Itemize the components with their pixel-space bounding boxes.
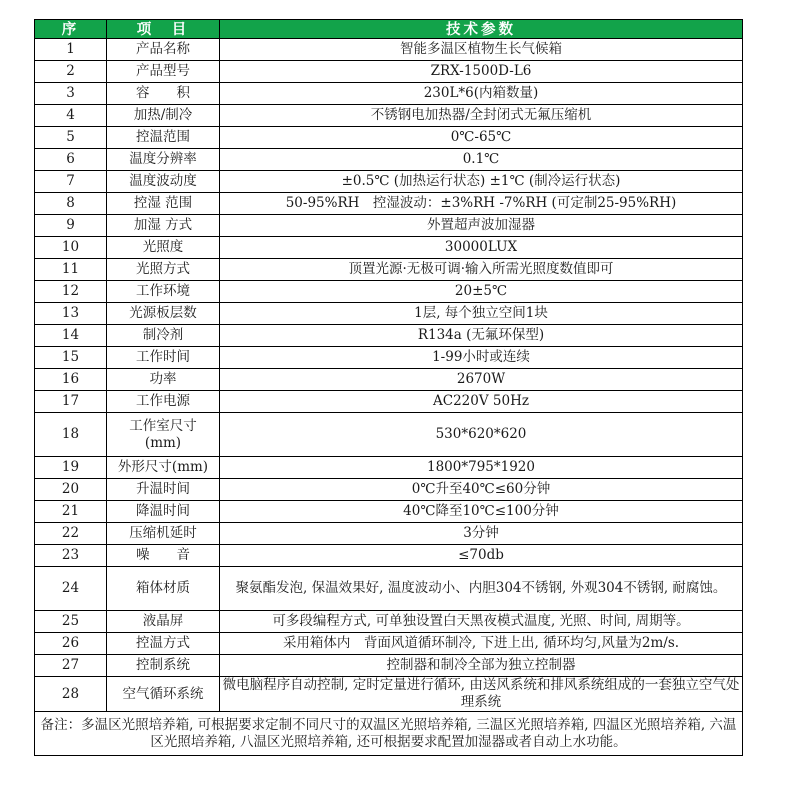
- row-item: 温度分辨率: [107, 149, 220, 171]
- row-item: 功率: [107, 369, 220, 391]
- table-row: [35, 215, 743, 237]
- row-spec: 30000LUX: [220, 237, 743, 259]
- table-row: [35, 193, 743, 215]
- table-row: [35, 325, 743, 347]
- table-row: [35, 171, 743, 193]
- header-spec: 技术参数: [220, 20, 743, 39]
- row-spec: 智能多温区植物生长气候箱: [220, 39, 743, 61]
- row-item: 产品名称: [107, 39, 220, 61]
- row-item: 控温方式: [107, 633, 220, 655]
- table-row: [35, 545, 743, 567]
- table-row: [35, 655, 743, 677]
- row-number: 6: [35, 149, 107, 171]
- row-spec: 0.1℃: [220, 149, 743, 171]
- row-item: 容 积: [107, 83, 220, 105]
- row-number: 28: [35, 677, 107, 712]
- table-row: [35, 83, 743, 105]
- row-item: 压缩机延时: [107, 523, 220, 545]
- row-item: 控湿 范围: [107, 193, 220, 215]
- table-row: [35, 237, 743, 259]
- row-number: 11: [35, 259, 107, 281]
- row-number: 1: [35, 39, 107, 61]
- table-body: [35, 39, 743, 712]
- row-item: 工作环境: [107, 281, 220, 303]
- row-number: 5: [35, 127, 107, 149]
- row-spec: 530*620*620: [220, 413, 743, 457]
- row-number: 9: [35, 215, 107, 237]
- table-row: [35, 567, 743, 611]
- row-number: 24: [35, 567, 107, 611]
- row-number: 8: [35, 193, 107, 215]
- table-row: [35, 127, 743, 149]
- row-number: 15: [35, 347, 107, 369]
- row-number: 20: [35, 479, 107, 501]
- row-item: 温度波动度: [107, 171, 220, 193]
- row-item: 箱体材质: [107, 567, 220, 611]
- row-spec: ±0.5℃ (加热运行状态) ±1℃ (制冷运行状态): [220, 171, 743, 193]
- row-item: 光源板层数: [107, 303, 220, 325]
- table-row: [35, 413, 743, 457]
- row-spec: 1层, 每个独立空间1块: [220, 303, 743, 325]
- row-item: 降温时间: [107, 501, 220, 523]
- row-number: 4: [35, 105, 107, 127]
- row-number: 19: [35, 457, 107, 479]
- row-spec: 采用箱体内 背面风道循环制冷, 下进上出, 循环均匀,风量为2m/s.: [220, 633, 743, 655]
- row-spec: ≤70db: [220, 545, 743, 567]
- table-row: [35, 39, 743, 61]
- row-spec: 微电脑程序自动控制, 定时定量进行循环, 由送风系统和排风系统组成的一套独立空气处理系统: [220, 677, 743, 712]
- row-item: 液晶屏: [107, 611, 220, 633]
- table-row: [35, 479, 743, 501]
- row-spec: 40℃降至10℃≤100分钟: [220, 501, 743, 523]
- row-spec: 50-95%RH 控湿波动：±3%RH -7%RH (可定制25-95%RH): [220, 193, 743, 215]
- row-spec: R134a (无氟环保型): [220, 325, 743, 347]
- row-spec: AC220V 50Hz: [220, 391, 743, 413]
- row-spec: 1-99小时或连续: [220, 347, 743, 369]
- table-row: [35, 259, 743, 281]
- row-item: 加湿 方式: [107, 215, 220, 237]
- row-number: 12: [35, 281, 107, 303]
- header-no: 序: [35, 20, 107, 39]
- row-item: 控制系统: [107, 655, 220, 677]
- row-number: 25: [35, 611, 107, 633]
- row-number: 10: [35, 237, 107, 259]
- row-number: 16: [35, 369, 107, 391]
- table-row: [35, 501, 743, 523]
- row-item: 噪 音: [107, 545, 220, 567]
- table-row: [35, 61, 743, 83]
- row-number: 26: [35, 633, 107, 655]
- row-item: 升温时间: [107, 479, 220, 501]
- row-number: 17: [35, 391, 107, 413]
- row-item: 控温范围: [107, 127, 220, 149]
- row-item: 光照度: [107, 237, 220, 259]
- row-number: 13: [35, 303, 107, 325]
- spec-table: [34, 19, 743, 756]
- table-row: [35, 105, 743, 127]
- header-item: 项 目: [107, 20, 220, 39]
- table-row: [35, 347, 743, 369]
- row-number: 23: [35, 545, 107, 567]
- row-number: 3: [35, 83, 107, 105]
- row-spec: 不锈钢电加热器/全封闭式无氟压缩机: [220, 105, 743, 127]
- row-item: 制冷剂: [107, 325, 220, 347]
- row-spec: 0℃-65℃: [220, 127, 743, 149]
- row-spec: 230L*6(内箱数量): [220, 83, 743, 105]
- row-number: 22: [35, 523, 107, 545]
- row-spec: 控制器和制冷全部为独立控制器: [220, 655, 743, 677]
- row-spec: ZRX-1500D-L6: [220, 61, 743, 83]
- table-row: [35, 369, 743, 391]
- row-number: 21: [35, 501, 107, 523]
- row-spec: 3分钟: [220, 523, 743, 545]
- row-spec: 20±5℃: [220, 281, 743, 303]
- table-row: [35, 303, 743, 325]
- header-row: [35, 20, 743, 39]
- table-row: [35, 281, 743, 303]
- table-row: [35, 611, 743, 633]
- row-item: 工作时间: [107, 347, 220, 369]
- row-number: 14: [35, 325, 107, 347]
- note-row: [35, 712, 743, 756]
- row-spec: 可多段编程方式, 可单独设置白天黑夜模式温度, 光照、时间, 周期等。: [220, 611, 743, 633]
- table-row: [35, 633, 743, 655]
- row-item: 空气循环系统: [107, 677, 220, 712]
- row-item: 产品型号: [107, 61, 220, 83]
- row-spec: 2670W: [220, 369, 743, 391]
- row-spec: 聚氨酯发泡, 保温效果好, 温度波动小、内胆304不锈钢, 外观304不锈钢, 耐腐蚀。: [220, 567, 743, 611]
- row-number: 27: [35, 655, 107, 677]
- row-spec: 1800*795*1920: [220, 457, 743, 479]
- table-row: [35, 523, 743, 545]
- row-item: 外形尺寸(mm): [107, 457, 220, 479]
- note-text: 备注：多温区光照培养箱, 可根据要求定制不同尺寸的双温区光照培养箱, 三温区光照培养箱, 四温区光照培养箱, 六温区光照培养箱, 八温区光照培养箱, 还可根据要求配置加湿器或者自动上水功能。: [35, 712, 743, 756]
- row-spec: 0℃升至40℃≤60分钟: [220, 479, 743, 501]
- table-row: [35, 391, 743, 413]
- row-number: 2: [35, 61, 107, 83]
- row-item: 光照方式: [107, 259, 220, 281]
- row-item: 加热/制冷: [107, 105, 220, 127]
- row-number: 7: [35, 171, 107, 193]
- row-spec: 外置超声波加湿器: [220, 215, 743, 237]
- row-number: 18: [35, 413, 107, 457]
- row-spec: 顶置光源·无极可调·输入所需光照度数值即可: [220, 259, 743, 281]
- table-row: [35, 677, 743, 712]
- row-item: 工作电源: [107, 391, 220, 413]
- table-row: [35, 457, 743, 479]
- row-item: 工作室尺寸 (mm): [107, 413, 220, 457]
- table-row: [35, 149, 743, 171]
